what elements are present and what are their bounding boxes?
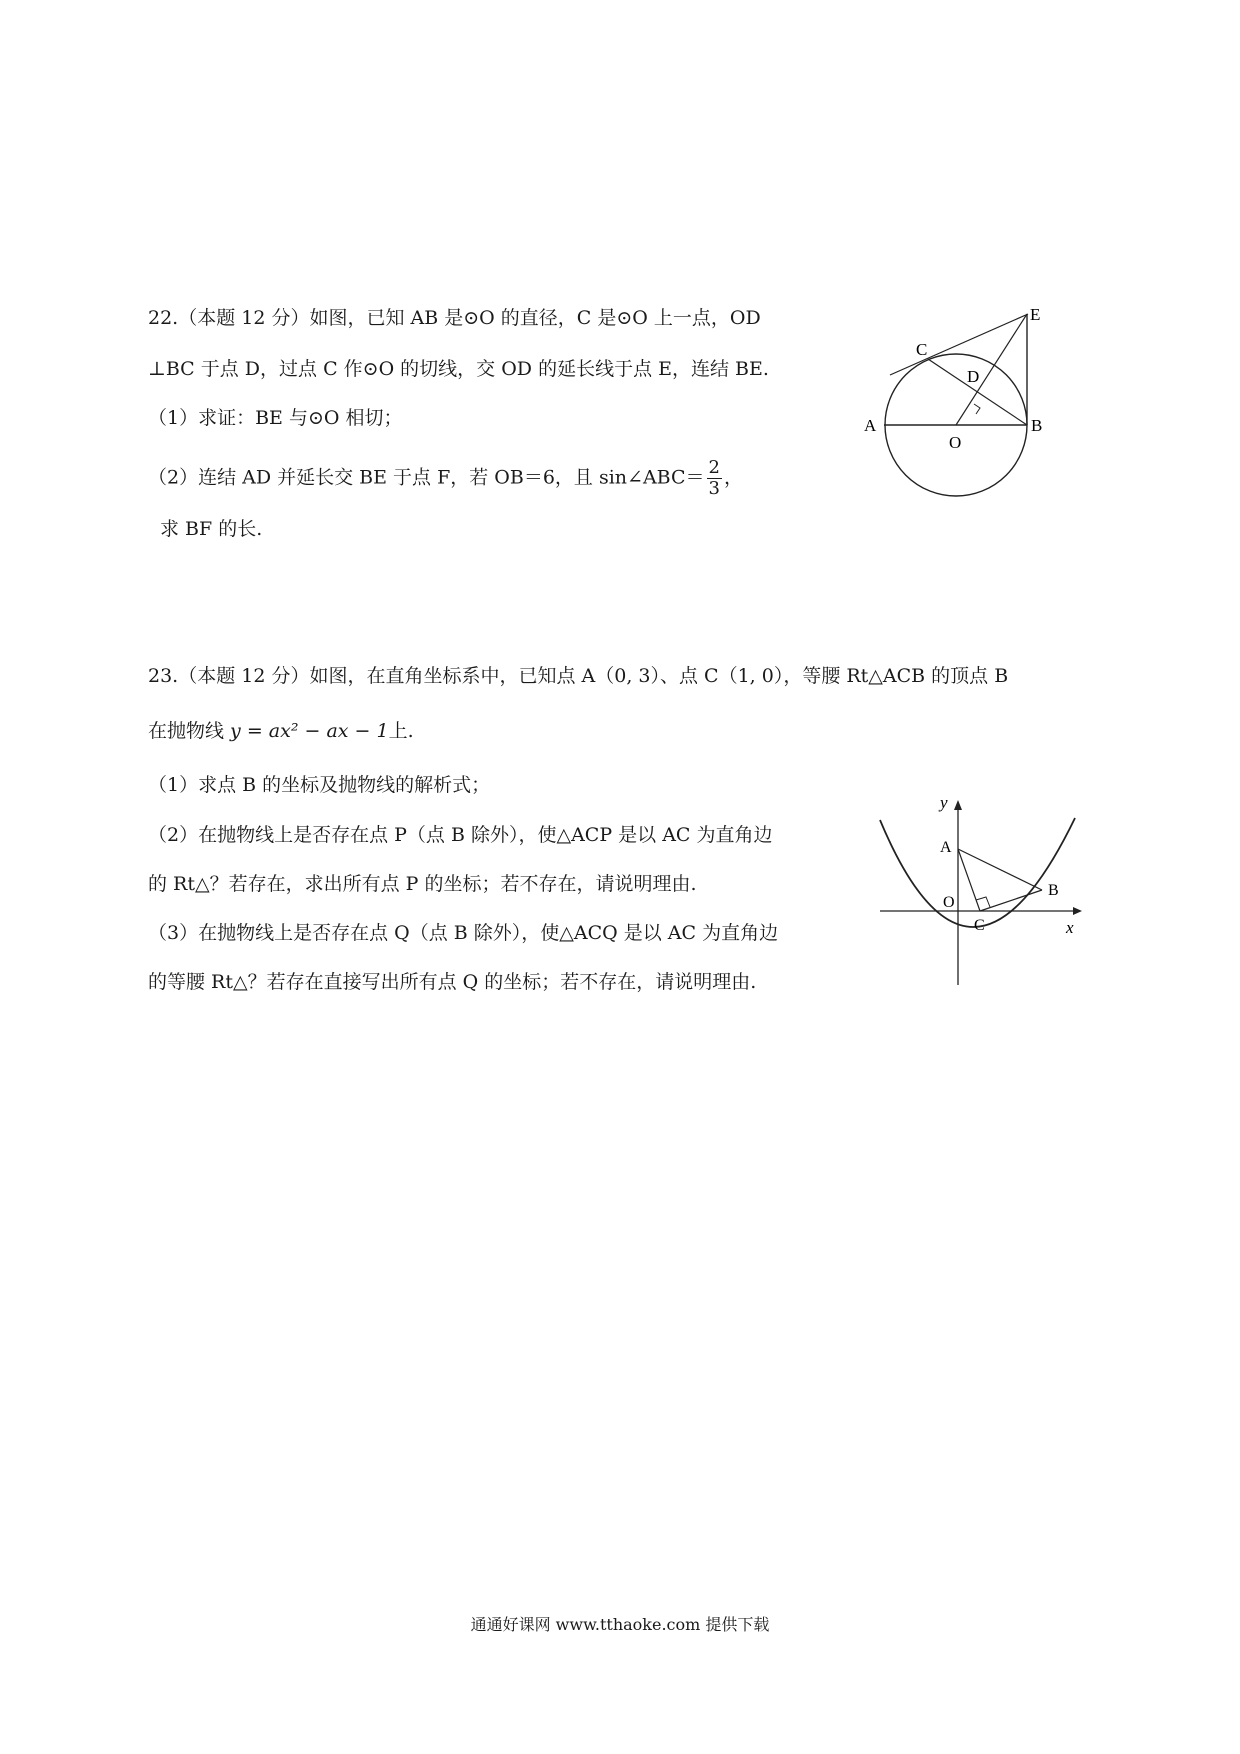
x-axis-arrow	[1073, 907, 1082, 915]
q23-line2	[148, 719, 414, 743]
label-y: y	[940, 793, 948, 812]
fraction-numerator: 2	[708, 457, 720, 478]
q23-part3a: （3）在抛物线上是否存在点 Q（点 B 除外），使△ACQ 是以 AC 为直角边	[148, 922, 779, 944]
label-a: A	[940, 839, 952, 856]
q22-part2-cont: 求 BF 的长.	[160, 518, 263, 540]
label-o: O	[943, 894, 955, 911]
q22-line1: 22.（本题 12 分）如图，已知 AB 是⊙O 的直径，C 是⊙O 上一点，OD	[148, 307, 761, 329]
fraction-denominator: 3	[708, 478, 720, 499]
parabola-equation: y = ax² − ax − 1	[230, 720, 389, 742]
q22-circle-figure	[860, 300, 1070, 515]
q23-part1: （1）求点 B 的坐标及抛物线的解析式；	[148, 774, 491, 796]
segment-cb	[980, 890, 1042, 911]
q23-line2-pre: 在抛物线	[148, 720, 231, 742]
label-x: x	[1066, 918, 1074, 937]
footer-source: 通通好课网 www.tthaoke.com 提供下载	[470, 1615, 770, 1634]
label-b: B	[1048, 882, 1059, 899]
label-c: C	[974, 917, 985, 934]
q23-line2-post: 上.	[388, 720, 414, 742]
label-e: E	[1030, 305, 1041, 324]
q22-part2	[148, 458, 743, 499]
label-o: O	[949, 433, 962, 452]
label-a: A	[864, 416, 877, 435]
q22-line2: ⊥BC 于点 D，过点 C 作⊙O 的切线，交 OD 的延长线于点 E，连结 BE.	[148, 358, 769, 380]
q22-part2-text: （2）连结 AD 并延长交 BE 于点 F，若 OB＝6，且 sin∠ABC＝	[148, 466, 705, 489]
q23-part3b: 的等腰 Rt△？若存在直接写出所有点 Q 的坐标；若不存在，请说明理由.	[148, 971, 757, 993]
q23-part2a: （2）在抛物线上是否存在点 P（点 B 除外），使△ACP 是以 AC 为直角边	[148, 824, 773, 846]
q23-part2b: 的 Rt△？若存在，求出所有点 P 的坐标；若不存在，请说明理由.	[148, 873, 697, 895]
fraction-two-thirds	[707, 458, 722, 499]
q22-part2-comma: ，	[723, 466, 743, 489]
label-d: D	[967, 367, 980, 386]
y-axis-arrow	[954, 800, 962, 810]
q23-line1: 23.（本题 12 分）如图，在直角坐标系中，已知点 A（0, 3）、点 C（1, 0），等腰 Rt△ACB 的顶点 B	[148, 665, 1009, 687]
q23-parabola-figure	[870, 790, 1090, 990]
q22-part1: （1）求证：BE 与⊙O 相切；	[148, 407, 403, 429]
right-angle-mark-d	[974, 404, 980, 414]
label-c: C	[916, 340, 928, 359]
label-b: B	[1031, 416, 1043, 435]
